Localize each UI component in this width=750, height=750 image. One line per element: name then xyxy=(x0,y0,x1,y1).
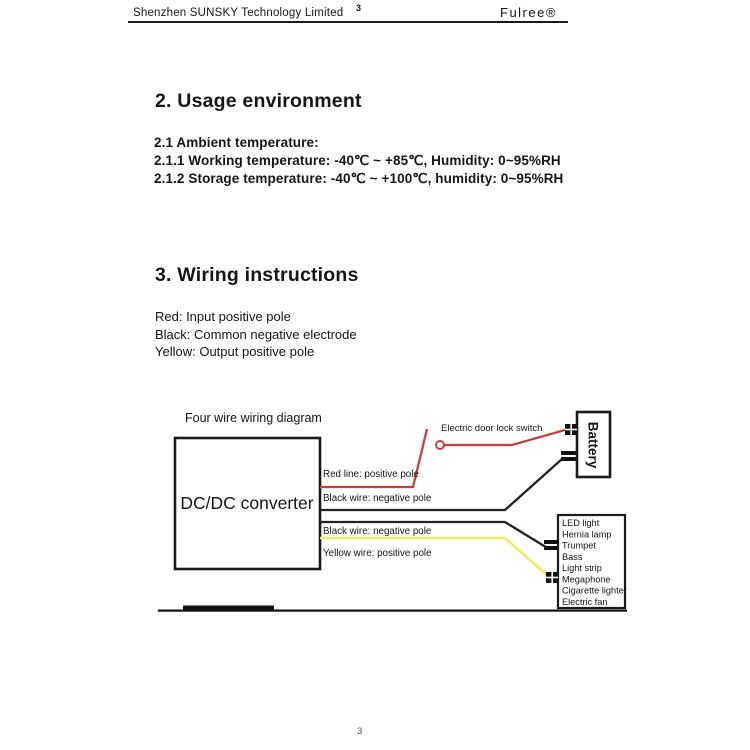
loads-negative-terminal-icon xyxy=(544,540,558,550)
load-item: Trumpet xyxy=(562,540,596,551)
section-title-wiring: 3. Wiring instructions xyxy=(155,264,359,286)
load-item: Cigarette lighter xyxy=(562,585,627,596)
diagram-title: Four wire wiring diagram xyxy=(185,411,322,425)
header-company-name: Shenzhen SUNSKY Technology Limited xyxy=(133,7,344,19)
converter-label: DC/DC converter xyxy=(180,493,314,513)
header-superscript: 3 xyxy=(356,3,362,13)
battery-negative-terminal-icon xyxy=(561,451,576,461)
battery-positive-terminal-icon xyxy=(565,424,577,435)
wiring-line: Black: Common negative electrode xyxy=(155,326,357,342)
load-item: Megaphone xyxy=(562,574,611,585)
load-item: Light strip xyxy=(562,563,602,573)
usage-line: 2.1 Ambient temperature: xyxy=(154,135,319,150)
red-wire-label: Red line: positive pole xyxy=(323,469,419,480)
usage-line: 2.1.1 Working temperature: -40℃ ~ +85℃, Humidity: 0~95%RH xyxy=(154,153,561,168)
black-wire-1-label: Black wire: negative pole xyxy=(323,493,432,504)
footer-page-number: 3 xyxy=(357,726,363,737)
header-brand: Fulree® xyxy=(500,5,557,20)
load-item: LED light xyxy=(562,518,600,528)
load-item: Bass xyxy=(562,551,583,562)
switch-contact-icon xyxy=(436,441,444,449)
loads-positive-terminal-icon xyxy=(546,572,558,583)
yellow-wire-label: Yellow wire: positive pole xyxy=(323,548,432,559)
usage-line: 2.1.2 Storage temperature: -40℃ ~ +100℃, humidity: 0~95%RH xyxy=(154,171,564,186)
wiring-line: Red: Input positive pole xyxy=(155,309,291,324)
wiring-line: Yellow: Output positive pole xyxy=(155,344,315,359)
section-title-usage: 2. Usage environment xyxy=(155,90,362,112)
load-item: Electric fan xyxy=(562,596,608,607)
diagram-baseline-thick-segment xyxy=(183,606,274,612)
load-item: Hernia lamp xyxy=(562,529,612,540)
switch-label: Electric door lock switch xyxy=(441,423,543,434)
battery-label: Battery xyxy=(585,421,601,469)
black-wire-2-label: Black wire: negative pole xyxy=(323,526,432,537)
